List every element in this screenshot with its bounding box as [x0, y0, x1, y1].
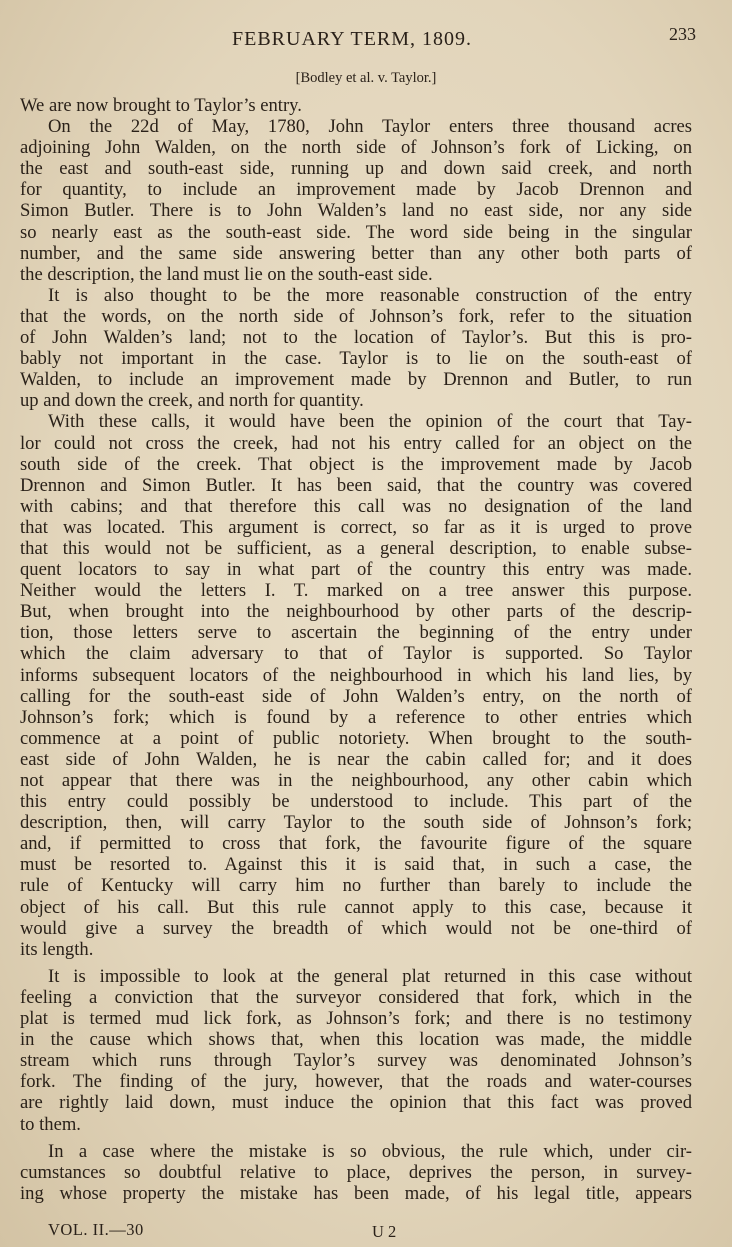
text-line: lor could not cross the creek, had not his entry called for an object on the	[20, 432, 692, 454]
text-line: of John Walden’s land; not to the location of Taylor’s. But this is pro-	[20, 327, 692, 349]
text-line: feeling a conviction that the surveyor considered that fork, which in the	[20, 986, 692, 1008]
text-line: with cabins; and that therefore this call was no designation of the land	[20, 495, 692, 517]
text-line: tion, those letters serve to ascertain the beginning of the entry under	[20, 622, 692, 644]
case-caption: [Bodley et al. v. Taylor.]	[295, 70, 437, 86]
volume-mark: VOL. II.—30	[48, 1220, 144, 1239]
text-line: the description, the land must lie on the south-east side.	[20, 263, 433, 285]
text-line: east side of John Walden, he is near the cabin called for; and it does	[20, 748, 692, 770]
text-line: informs subsequent locators of the neighbourhood in which his land lies, by	[20, 664, 692, 686]
text-line: that was located. This argument is correct, so far as it is urged to prove	[20, 516, 692, 538]
paragraph	[20, 116, 692, 285]
running-title: FEBRUARY TERM, 1809.	[232, 28, 473, 50]
text-line: not appear that there was in the neighbourhood, any other cabin which	[20, 770, 692, 791]
text-line: Walden, to include an improvement made by Drennon and Butler, to run	[20, 369, 692, 391]
text-line: up and down the creek, and north for quantity.	[20, 390, 364, 412]
text-line: On the 22d of May, 1780, John Taylor enters three thousand acres	[48, 116, 692, 138]
text-line: must be resorted to. Against this it is said that, in such a case, the	[20, 854, 692, 876]
text-line: so nearly east as the south-east side. The word side being in the singular	[20, 221, 692, 243]
text-line: cumstances so doubtful relative to place, deprives the person, in survey-	[20, 1161, 692, 1183]
text-line: south side of the creek. That object is the improvement made by Jacob	[20, 453, 692, 475]
text-line: Drennon and Simon Butler. It has been said, that the country was covered	[20, 474, 692, 496]
text-line: adjoining John Walden, on the north side of Johnson’s fork of Licking, on	[20, 137, 692, 159]
paragraph	[20, 411, 692, 959]
text-line: With these calls, it would have been the opinion of the court that Tay-	[48, 411, 692, 433]
text-line: Johnson’s fork; which is found by a reference to other entries which	[20, 706, 692, 728]
text-line: this entry could possibly be understood to include. This part of the	[20, 791, 692, 813]
text-line: calling for the south-east side of John Walden’s entry, on the north of	[20, 685, 692, 707]
text-line: plat is termed mud lick fork, as Johnson’s fork; and there is no testimony	[20, 1008, 692, 1030]
page-footer	[0, 1220, 732, 1244]
text-line: in the cause which shows that, when this location was made, the middle	[20, 1029, 692, 1051]
text-line: that this would not be sufficient, as a general description, to enable subse-	[20, 537, 692, 559]
running-head	[0, 24, 732, 58]
text-line: In a case where the mistake is so obvious, the rule which, under cir-	[48, 1140, 692, 1162]
text-line: rule of Kentucky will carry him no further than barely to include the	[20, 875, 692, 897]
text-line: its length.	[20, 938, 94, 960]
body-text	[20, 95, 692, 1204]
text-line: We are now brought to Taylor’s entry.	[20, 95, 302, 116]
text-line: which the claim adversary to that of Taylor is supported. So Taylor	[20, 643, 692, 665]
text-line: object of his call. But this rule cannot apply to this case, because it	[20, 896, 692, 918]
text-line: bably not important in the case. Taylor is to lie on the south-east of	[20, 348, 692, 370]
text-line: description, then, will carry Taylor to the south side of Johnson’s fork;	[20, 812, 692, 834]
paragraph	[20, 966, 692, 1135]
paragraph	[20, 1141, 692, 1204]
text-line: number, and the same side answering better than any other both parts of	[20, 242, 692, 264]
paragraph	[20, 95, 692, 116]
text-line: ing whose property the mistake has been made, of his legal title, appears	[20, 1182, 692, 1204]
text-line: But, when brought into the neighbourhood by other parts of the descrip-	[20, 601, 692, 623]
text-line: It is also thought to be the more reasonable construction of the entry	[48, 284, 692, 306]
text-line: for quantity, to include an improvement made by Jacob Drennon and	[20, 179, 692, 201]
text-line: commence at a point of public notoriety. When brought to the south-	[20, 727, 692, 749]
text-line: the east and south-east side, running up and down said creek, and north	[20, 158, 692, 180]
text-line: quent locators to say in what part of the country this entry was made.	[20, 559, 692, 581]
text-line: It is impossible to look at the general plat returned in this case without	[48, 965, 692, 987]
text-line: stream which runs through Taylor’s survey was denominated Johnson’s	[20, 1050, 692, 1072]
text-line: Neither would the letters I. T. marked on a tree answer this purpose.	[20, 580, 692, 602]
text-line: fork. The finding of the jury, however, that the roads and water-courses	[20, 1071, 692, 1093]
signature-mark: U 2	[372, 1222, 397, 1241]
text-line: that the words, on the north side of Johnson’s fork, refer to the situation	[20, 305, 692, 327]
text-line: are rightly laid down, must induce the opinion that this fact was proved	[20, 1092, 692, 1114]
text-line: and, if permitted to cross that fork, the favourite figure of the square	[20, 833, 692, 855]
text-line: to them.	[20, 1113, 81, 1135]
page-number: 233	[669, 24, 696, 44]
paragraph	[20, 285, 692, 412]
text-line: Simon Butler. There is to John Walden’s land no east side, nor any side	[20, 200, 692, 222]
text-line: would give a survey the breadth of which would not be one-third of	[20, 917, 692, 939]
